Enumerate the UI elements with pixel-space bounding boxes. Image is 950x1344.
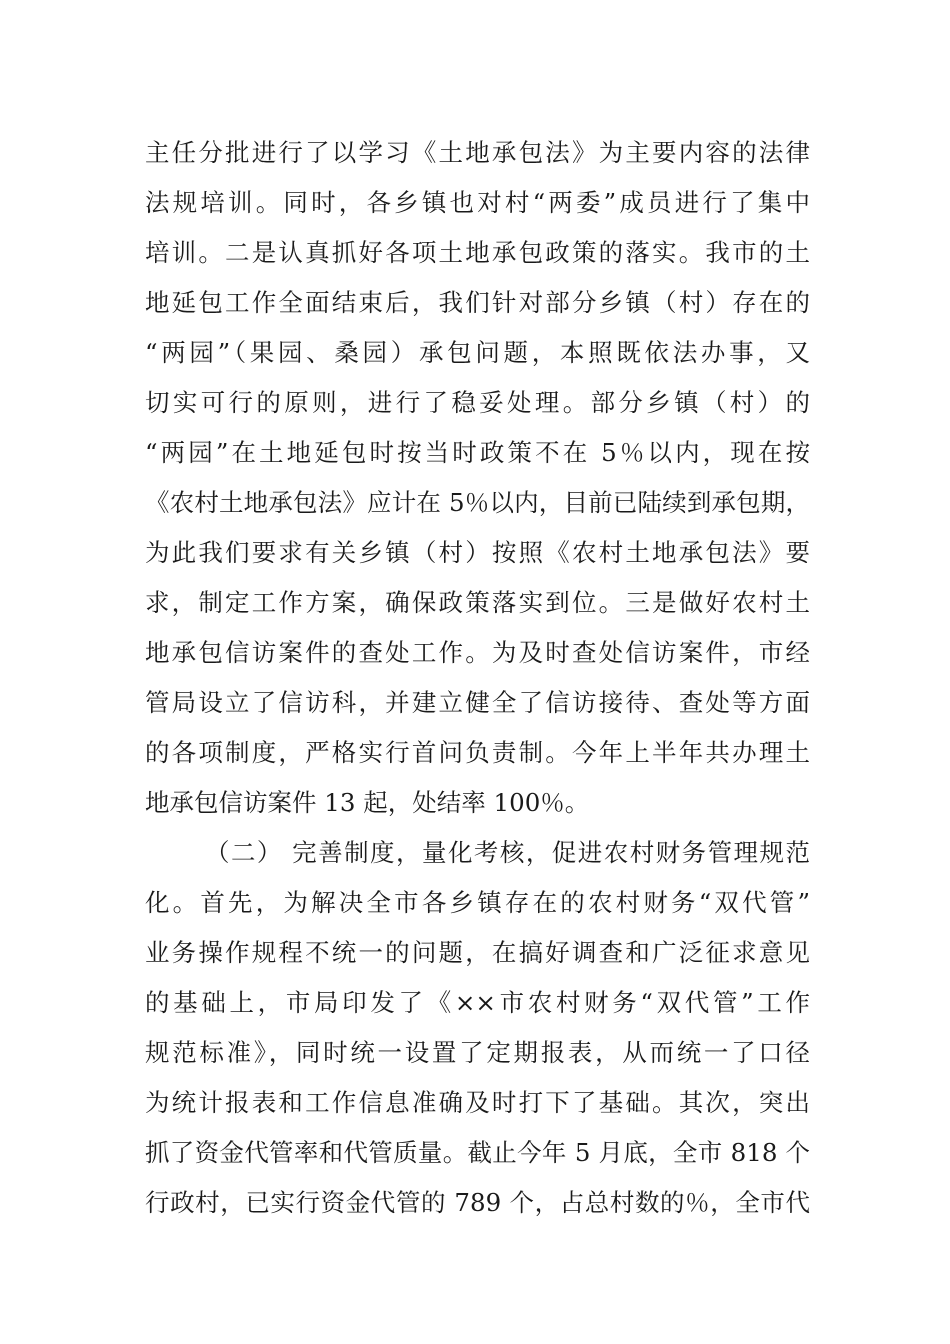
text-line: 的各项制度，严格实行首问负责制。今年上半年共办理土 (145, 738, 810, 767)
paragraph-end-line: 地承包信访案件 13 起，处结率 100％。 (145, 788, 590, 817)
text-line: 抓了资金代管率和代管质量。截止今年 5 月底，全市 818 个 (145, 1138, 810, 1167)
text-line: 业务操作规程不统一的问题，在搞好调查和广泛征求意见 (145, 938, 810, 967)
section-heading-line: （二） 完善制度，量化考核，促进农村财务管理规范 (205, 838, 810, 867)
text-line: “两园”在土地延包时按当时政策不在 5％以内，现在按 (145, 438, 810, 467)
text-line: 切实可行的原则，进行了稳妥处理。部分乡镇（村）的 (145, 388, 810, 417)
text-line: 地延包工作全面结束后，我们针对部分乡镇（村）存在的 (145, 288, 810, 317)
text-line: 求，制定工作方案，确保政策落实到位。三是做好农村土 (145, 588, 810, 617)
text-line: 管局设立了信访科，并建立健全了信访接待、查处等方面 (145, 688, 810, 717)
text-line: 行政村，已实行资金代管的 789 个，占总村数的％，全市代 (145, 1188, 810, 1217)
text-line: 化。首先，为解决全市各乡镇存在的农村财务“双代管” (145, 888, 810, 917)
text-line: 《农村土地承包法》应计在 5％以内，目前已陆续到承包期， (145, 488, 810, 517)
text-line: “两园”（果园、桑园）承包问题，本照既依法办事，又 (145, 338, 810, 367)
text-line: 为统计报表和工作信息准确及时打下了基础。其次，突出 (145, 1088, 810, 1117)
body-text (145, 128, 810, 1228)
text-line: 规范标准》，同时统一设置了定期报表，从而统一了口径 (145, 1038, 810, 1067)
text-line: 主任分批进行了以学习《土地承包法》为主要内容的法律 (145, 138, 810, 167)
text-line: 的基础上，市局印发了《××市农村财务“双代管”工作 (145, 988, 810, 1017)
text-line: 法规培训。同时，各乡镇也对村“两委”成员进行了集中 (145, 188, 810, 217)
text-line: 培训。二是认真抓好各项土地承包政策的落实。我市的土 (145, 238, 810, 267)
text-line: 为此我们要求有关乡镇（村）按照《农村土地承包法》要 (145, 538, 810, 567)
text-line: 地承包信访案件的查处工作。为及时查处信访案件，市经 (145, 638, 810, 667)
